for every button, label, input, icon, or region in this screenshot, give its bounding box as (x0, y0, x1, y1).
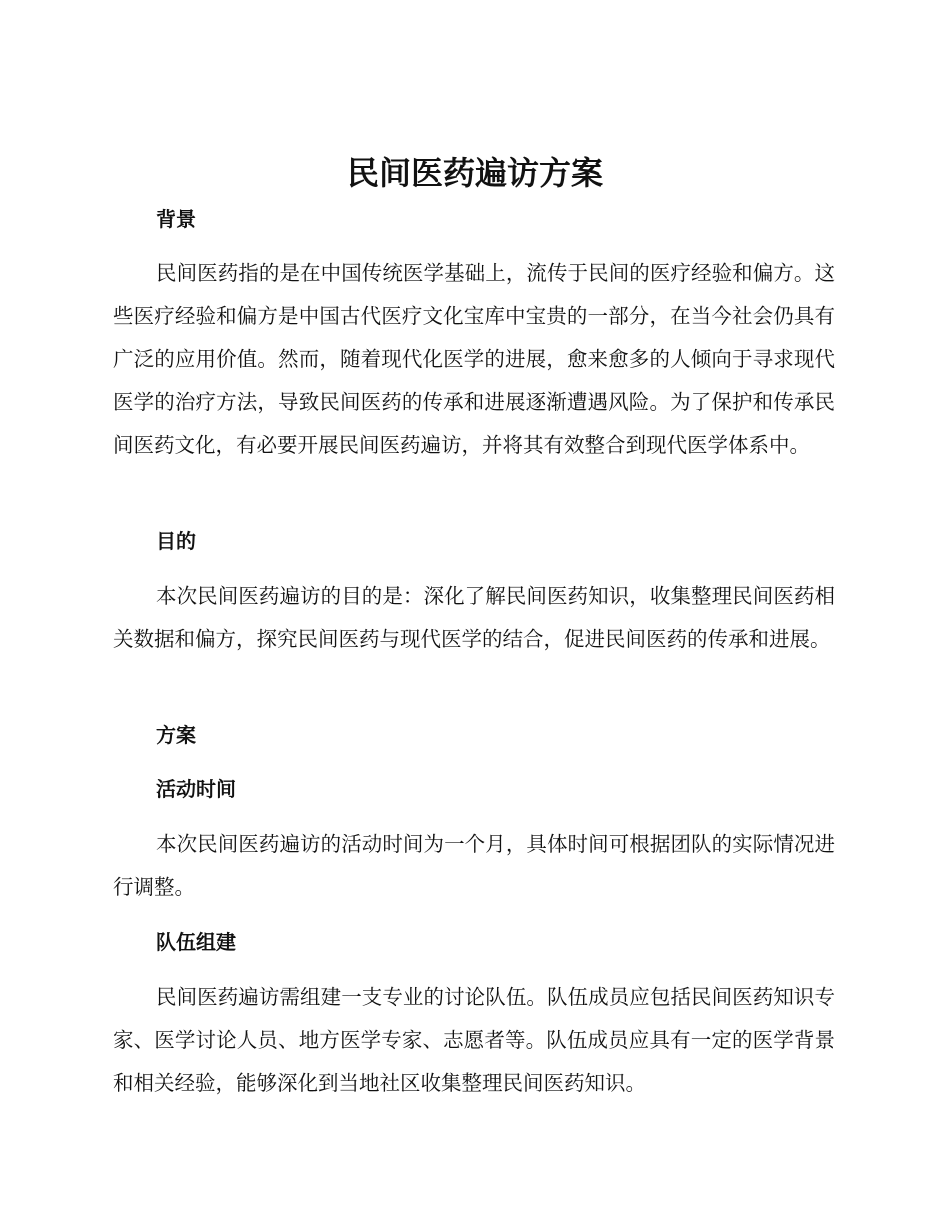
section-paragraph-team: 民间医药遍访需组建一支专业的讨论队伍。队伍成员应包括民间医药知识专家、医学讨论人员、地方医学专家、志愿者等。队伍成员应具有一定的医学背景和相关经验，能够深化到当地社区收集整理民间医药知识。 (113, 985, 835, 1095)
section-paragraph-purpose: 本次民间医药遍访的目的是：深化了解民间医药知识，收集整理民间医药相关数据和偏方，探究民间医药与现代医学的结合，促进民间医药的传承和进展。 (113, 584, 835, 651)
section-heading-team: 队伍组建 (156, 930, 236, 954)
section-paragraph-activity-time: 本次民间医药遍访的活动时间为一个月，具体时间可根据团队的实际情况进行调整。 (113, 832, 835, 899)
section-heading-purpose: 目的 (156, 529, 196, 553)
section-heading-background: 背景 (156, 207, 196, 231)
section-heading-activity-time: 活动时间 (156, 777, 236, 801)
document-title: 民间医药遍访方案 (346, 154, 603, 192)
section-heading-plan: 方案 (156, 723, 196, 747)
section-paragraph-background: 民间医药指的是在中国传统医学基础上，流传于民间的医疗经验和偏方。这些医疗经验和偏方是中国古代医疗文化宝库中宝贵的一部分，在当今社会仍具有广泛的应用价值。然而，随着现代化医学的进展，愈来愈多的人倾向于寻求现代医学的治疗方法，导致民间医药的传承和进展逐渐遭遇风险。为了保护和传承民间医药文化，有必要开展民间医药遍访，并将其有效整合到现代医学体系中。 (113, 261, 835, 457)
